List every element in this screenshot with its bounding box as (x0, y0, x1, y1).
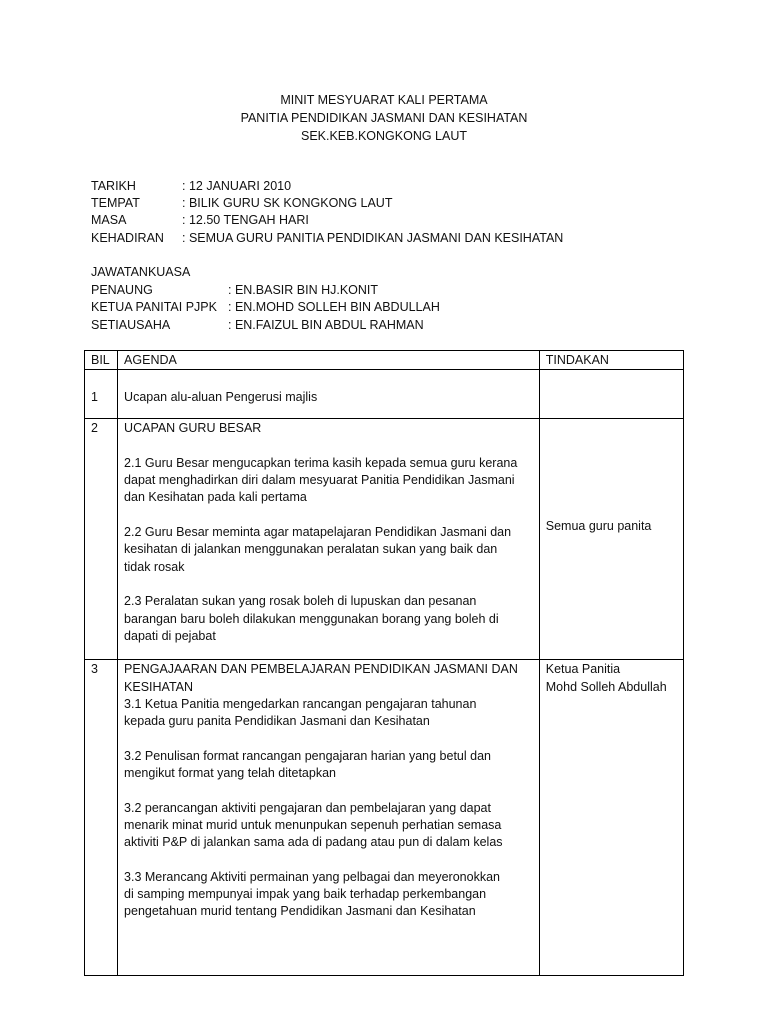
action-text: Semua guru panita (545, 519, 652, 534)
agenda-item-line: 3.1 Ketua Panitia mengedarkan rancangan pengajaran tahunan (124, 696, 477, 711)
agenda-item-line: dan Kesihatan pada kali pertama (124, 490, 307, 505)
agenda-title: KESIHATAN (124, 679, 194, 694)
table-row (85, 370, 684, 419)
agenda-cell (118, 660, 540, 976)
header-bil-text: BIL (91, 353, 110, 367)
agenda-item-line: aktiviti P&P di jalankan sama ada di padang atau pun di dalam kelas (124, 835, 503, 850)
header-agenda-text: AGENDA (124, 353, 177, 367)
row-number-cell (85, 370, 118, 419)
agenda-item-line: menarik minat murid untuk menunpukan sepenuh perhatian semasa (124, 817, 502, 832)
committee-value: : EN.MOHD SOLLEH BIN ABDULLAH (228, 300, 440, 314)
table-row (85, 419, 684, 660)
action-text: Mohd Solleh Abdullah (545, 679, 667, 694)
header-tindakan-text: TINDAKAN (545, 353, 609, 367)
info-value: : 12 JANUARI 2010 (182, 179, 292, 193)
agenda-item-line: mengikut format yang telah ditetapkan (124, 766, 336, 781)
committee-label: SETIAUSAHA (91, 318, 171, 332)
agenda-item-line: di samping mempunyai impak yang baik terhadap perkembangan (124, 887, 487, 902)
table-header-row (85, 351, 684, 370)
committee-value: : EN.BASIR BIN HJ.KONIT (228, 283, 379, 297)
agenda-content (118, 419, 539, 645)
header-tindakan (539, 351, 683, 370)
action-text: Ketua Panitia (545, 662, 621, 677)
info-value: : 12.50 TENGAH HARI (182, 213, 309, 227)
agenda-item-line: kesihatan di jalankan menggunakan peralatan sukan yang baik dan (124, 542, 498, 557)
agenda-item-line: pengetahuan murid tentang Pendidikan Jasmani dan Kesihatan (124, 904, 476, 919)
header-bil (85, 351, 118, 370)
agenda-title: UCAPAN GURU BESAR (124, 421, 262, 436)
row-number-cell (85, 660, 118, 976)
row-number: 2 (91, 421, 98, 436)
row-number: 1 (91, 390, 98, 405)
info-label: KEHADIRAN (91, 231, 164, 245)
document-title: MINIT MESYUARAT KALI PERTAMA (280, 93, 488, 107)
info-value: : BILIK GURU SK KONGKONG LAUT (182, 196, 393, 210)
document-subtitle: PANITIA PENDIDIKAN JASMANI DAN KESIHATAN (240, 111, 528, 125)
committee-heading-text: JAWATANKUASA (91, 265, 191, 279)
agenda-item-line: 3.2 perancangan aktiviti pengajaran dan pembelajaran yang dapat (124, 800, 491, 815)
agenda-item-line: barangan baru boleh dilakukan menggunakan borang yang boleh di (124, 611, 499, 626)
school-name: SEK.KEB.KONGKONG LAUT (300, 129, 467, 143)
committee-label: KETUA PANITAI PJPK (91, 300, 217, 314)
agenda-content (118, 660, 539, 920)
agenda-item-line: dapat menghadirkan diri dalam mesyuarat Panitia Pendidikan Jasmani (124, 473, 515, 488)
agenda-item-line: 2.2 Guru Besar meminta agar matapelajaran Pendidikan Jasmani dan (124, 525, 512, 540)
agenda-title: Ucapan alu-aluan Pengerusi majlis (124, 390, 318, 405)
action-text (540, 370, 683, 389)
agenda-item-line: 2.3 Peralatan sukan yang rosak boleh di lupuskan dan pesanan (124, 594, 477, 609)
info-value: : SEMUA GURU PANITIA PENDIDIKAN JASMANI DAN KESIHATAN (182, 231, 564, 245)
agenda-item-line: 2.1 Guru Besar mengucapkan terima kasih kepada semua guru kerana (124, 455, 518, 470)
row-number: 3 (91, 662, 98, 677)
info-label: TEMPAT (91, 196, 140, 210)
agenda-item-line: 3.3 Merancang Aktiviti permainan yang pelbagai dan meyeronokkan (124, 869, 500, 884)
agenda-item-line: dapati di pejabat (124, 628, 216, 643)
agenda-item-line: tidak rosak (124, 559, 185, 574)
agenda-cell (118, 419, 540, 660)
agenda-item-line: 3.2 Penulisan format rancangan pengajaran harian yang betul dan (124, 748, 491, 763)
action-content (540, 660, 683, 696)
committee-value: : EN.FAIZUL BIN ABDUL RAHMAN (228, 318, 424, 332)
agenda-item-line: kepada guru panita Pendidikan Jasmani dan Kesihatan (124, 714, 430, 729)
header-agenda (118, 351, 540, 370)
agenda-table (84, 350, 684, 976)
table-row (85, 660, 684, 976)
agenda-cell (118, 370, 540, 419)
info-label: MASA (91, 213, 127, 227)
action-cell (539, 370, 683, 419)
agenda-title: PENGAJAARAN DAN PEMBELAJARAN PENDIDIKAN JASMANI DAN (124, 662, 518, 677)
row-number-cell (85, 419, 118, 660)
action-cell (539, 660, 683, 976)
action-cell (539, 419, 683, 660)
committee-label: PENAUNG (91, 283, 153, 297)
info-label: TARIKH (91, 179, 136, 193)
